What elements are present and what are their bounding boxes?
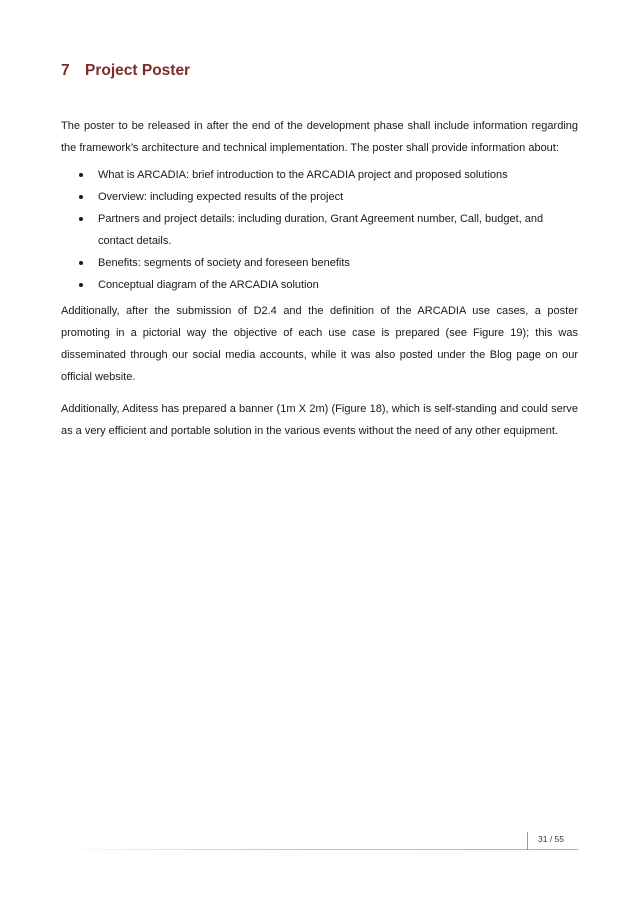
bullet-text: What is ARCADIA: brief introduction to the ARCADIA project and proposed solutions	[98, 169, 508, 181]
bullet-item	[61, 164, 578, 186]
bullet-icon	[79, 217, 83, 221]
bullet-icon	[79, 173, 83, 177]
section-heading	[61, 62, 190, 80]
bullet-item	[61, 252, 578, 274]
section-number: 7	[61, 62, 70, 79]
section-title: Project Poster	[85, 62, 191, 79]
bullet-item	[61, 186, 578, 208]
bullet-icon	[79, 261, 83, 265]
bullet-icon	[79, 195, 83, 199]
footer-separator	[527, 832, 528, 850]
bullet-text: Partners and project details: including duration, Grant Agreement number, Call, budget, and contact details.	[98, 213, 544, 247]
bullet-icon	[79, 283, 83, 287]
intro-paragraph: The poster to be released in after the end of the development phase shall include information regarding the framework’s architecture and technical implementation. The poster shall provide information about:	[61, 120, 578, 154]
page-number: 31 / 55	[538, 834, 564, 844]
bullet-list	[61, 164, 578, 296]
bullet-item	[61, 274, 578, 296]
bullet-text: Benefits: segments of society and foreseen benefits	[98, 257, 350, 269]
additional-paragraph-2: Additionally, Aditess has prepared a banner (1m X 2m) (Figure 18), which is self-standing and could serve as a very efficient and portable solution in the various events without the need of any other equipment.	[61, 403, 578, 437]
footer-divider	[60, 849, 578, 850]
additional-paragraph-1: Additionally, after the submission of D2.4 and the definition of the ARCADIA use cases, a poster promoting in a pictorial way the objective of each use case is prepared (see Figure 19); this was disseminated through our social media accounts, while it was also posted under the Blog page on our official website.	[61, 305, 578, 383]
bullet-text: Conceptual diagram of the ARCADIA solution	[98, 279, 319, 291]
bullet-text: Overview: including expected results of the project	[98, 191, 344, 203]
bullet-item	[61, 208, 578, 252]
